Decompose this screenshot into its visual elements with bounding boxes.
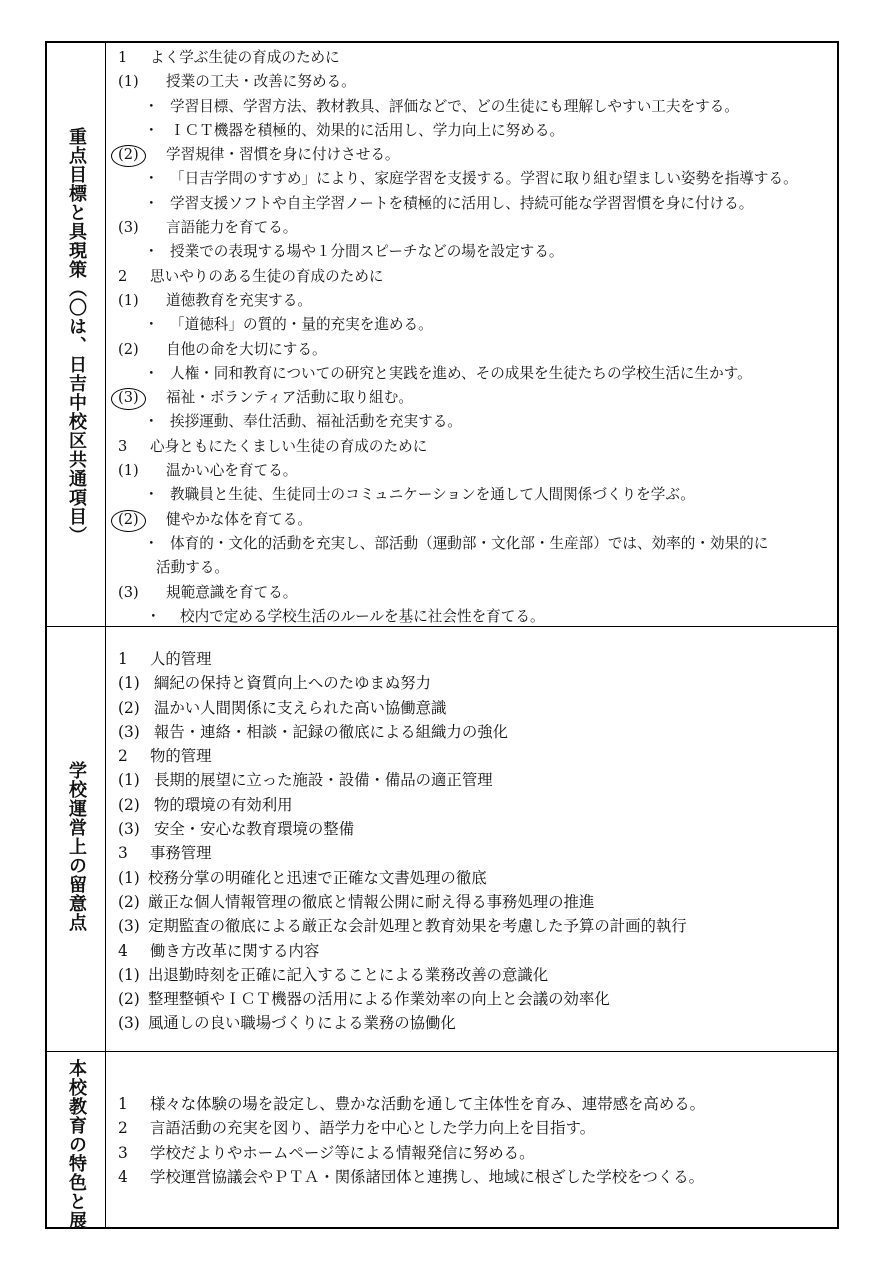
list-item [108, 696, 833, 720]
item-number: 3 [118, 844, 128, 863]
item-number: (1) [118, 965, 140, 984]
item-text: 学校運営協議会やＰＴＡ・関係諸団体と連携し、地域に根ざした学校をつくる。 [150, 1167, 705, 1186]
list-item [108, 192, 833, 216]
list-item [108, 647, 833, 671]
item-number: ・ [144, 316, 159, 334]
item-text: 温かい心を育てる。 [166, 462, 298, 480]
item-text: 校務分掌の明確化と迅速で正確な文書処理の徹底 [148, 868, 487, 887]
list-item [108, 1092, 833, 1116]
list-item [108, 914, 833, 938]
list-item [108, 817, 833, 841]
item-number: (3) [118, 820, 140, 839]
list-item [108, 841, 833, 865]
list-item [108, 866, 833, 890]
item-number: (3) [118, 917, 140, 936]
list-item [108, 459, 833, 483]
item-number: 4 [118, 941, 128, 960]
item-number: (2) [118, 340, 139, 358]
list-item [108, 46, 833, 70]
list-item [108, 435, 833, 459]
section-label: 本校教育の特色と展 [66, 1059, 87, 1230]
item-number: 1 [118, 49, 128, 66]
list-item [108, 216, 833, 240]
item-text: 出退勤時刻を正確に記入することによる業務改善の意識化 [148, 965, 549, 984]
item-number: (3) [118, 722, 140, 741]
item-text: 安全・安心な教育環境の整備 [154, 820, 355, 839]
list-item [108, 265, 833, 289]
item-text: 体育的・文化的活動を充実し、部活動（運動部・文化部・生産部）では、効率的・効果的に [170, 534, 769, 552]
item-text: 福祉・ボランティア活動に取り組む。 [166, 389, 413, 407]
item-number: 2 [118, 1119, 128, 1138]
item-text: 学校だよりやホームページ等による情報発信に努める。 [150, 1143, 535, 1162]
item-text: 校内で定める学校生活のルールを基に社会性を育てる。 [180, 607, 545, 625]
item-text: 整理整頓やＩＣＴ機器の活用による作業効率の向上と会議の効率化 [148, 990, 610, 1009]
list-item [108, 720, 833, 744]
item-text: 健やかな体を育てる。 [166, 510, 312, 528]
item-number: (1) [118, 462, 139, 480]
item-number: (3) [118, 583, 139, 601]
list-item [108, 338, 833, 362]
item-text: 授業の工夫・改善に努める。 [166, 73, 356, 91]
item-text: 思いやりのある生徒の育成のために [150, 267, 384, 285]
item-number: 1 [118, 1095, 128, 1113]
item-text: 定期監査の徹底による厳正な会計処理と教育効果を考慮した予算の計画的執行 [148, 917, 687, 936]
row-divider [47, 1051, 837, 1052]
list-item [108, 939, 833, 963]
list-item [108, 1011, 833, 1035]
item-number: ・ [144, 243, 159, 261]
item-number: (3) [118, 1014, 140, 1033]
item-number: (1) [118, 291, 139, 309]
document-table [45, 41, 839, 1229]
item-number: (1) [118, 674, 140, 693]
item-text: 授業での表現する場や１分間スピーチなどの場を設定する。 [170, 243, 564, 261]
list-item [108, 70, 833, 94]
item-number: (2) [118, 795, 140, 814]
list-item [108, 1116, 833, 1140]
item-text: 厳正な個人情報管理の徹底と情報公開に耐え得る事務処理の推進 [148, 892, 595, 911]
item-number: (1) [118, 868, 140, 887]
item-text: 道徳教育を充実する。 [166, 291, 312, 309]
section-content [108, 46, 833, 629]
item-number: (2) [118, 990, 140, 1009]
item-number: ・ [146, 607, 161, 625]
item-number: ・ [144, 364, 159, 382]
item-text: 学習目標、学習方法、教材教具、評価などで、どの生徒にも理解しやすい工夫をする。 [170, 97, 739, 115]
item-text: ＩＣＴ機器を積極的、効果的に活用し、学力向上に努める。 [170, 121, 565, 139]
list-item [108, 581, 833, 605]
section-label: 学校運営上の留意点 [66, 761, 87, 932]
item-text: 物的環境の有効利用 [154, 795, 293, 814]
item-number: (2) [118, 698, 140, 717]
item-text: 事務管理 [150, 844, 212, 863]
list-item [108, 963, 833, 987]
item-number: ・ [144, 413, 159, 431]
list-item [108, 1141, 833, 1165]
item-text: 綱紀の保持と資質向上へのたゆまぬ努力 [154, 674, 432, 693]
list-item [108, 240, 833, 264]
item-text: 学習規律・習慣を身に付けさせる。 [166, 146, 400, 164]
item-number: 1 [118, 650, 128, 668]
section-content [108, 647, 833, 1036]
item-number: 2 [118, 267, 128, 285]
list-item [108, 313, 833, 337]
item-number: 3 [118, 437, 128, 455]
item-text: 報告・連絡・相談・記録の徹底による組織力の強化 [154, 722, 508, 741]
item-text: よく学ぶ生徒の育成のために [150, 49, 340, 66]
list-item [108, 1165, 833, 1189]
item-text: 教職員と生徒、生徒同士のコミュニケーションを通して人間関係づくりを学ぶ。 [170, 486, 695, 504]
list-item [108, 119, 833, 143]
list-item [108, 890, 833, 914]
circled-item-number: (2) [118, 508, 139, 532]
item-text: 温かい人間関係に支えられた高い協働意識 [154, 698, 447, 717]
item-text: 活動する。 [156, 559, 229, 577]
list-item [108, 483, 833, 507]
circled-item-number: (3) [118, 386, 139, 410]
item-number: (3) [118, 219, 139, 237]
list-item [108, 744, 833, 768]
item-number: 3 [118, 1143, 128, 1162]
column-divider [105, 43, 106, 1227]
list-item [108, 362, 833, 386]
item-number: ・ [144, 194, 159, 212]
item-text: 「道徳科」の質的・量的充実を進める。 [170, 316, 433, 334]
list-item [108, 768, 833, 792]
item-text: 風通しの良い職場づくりによる業務の協働化 [148, 1014, 456, 1033]
section-label: 重点目標と具現策（〇は、日吉中校区共通項目） [66, 127, 87, 545]
list-item [108, 556, 833, 580]
item-text: 自他の命を大切にする。 [166, 340, 327, 358]
item-text: 「日吉学問のすすめ」により、家庭学習を支援する。学習に取り組む望ましい姿勢を指導する。 [170, 170, 798, 188]
list-item [108, 671, 833, 695]
item-number: (2) [118, 892, 140, 911]
list-item [108, 508, 833, 532]
item-number: ・ [144, 97, 159, 115]
list-item [108, 793, 833, 817]
item-number: ・ [144, 121, 159, 139]
item-number: ・ [144, 534, 159, 552]
item-text: 働き方改革に関する内容 [150, 941, 320, 960]
item-text: 長期的展望に立った施設・設備・備品の適正管理 [154, 771, 493, 790]
item-number: ・ [144, 486, 159, 504]
section-content [108, 1092, 833, 1189]
item-text: 挨拶運動、奉仕活動、福祉活動を充実する。 [170, 413, 462, 431]
item-text: 言語能力を育てる。 [166, 219, 298, 237]
item-text: 人的管理 [150, 650, 212, 668]
list-item [108, 987, 833, 1011]
list-item [108, 386, 833, 410]
list-item [108, 95, 833, 119]
item-text: 様々な体験の場を設定し、豊かな活動を通して主体性を育み、連帯感を高める。 [150, 1095, 705, 1113]
item-text: 物的管理 [150, 747, 212, 766]
item-text: 言語活動の充実を図り、語学力を中心とした学力向上を目指す。 [150, 1119, 596, 1138]
list-item [108, 289, 833, 313]
list-item [108, 410, 833, 434]
list-item [108, 143, 833, 167]
item-number: (1) [118, 73, 139, 91]
item-text: 人権・同和教育についての研究と実践を進め、その成果を生徒たちの学校生活に生かす。 [170, 364, 752, 382]
item-number: 2 [118, 747, 128, 766]
item-text: 学習支援ソフトや自主学習ノートを積極的に活用し、持続可能な学習習慣を身に付ける。 [170, 194, 754, 212]
list-item [108, 167, 833, 191]
list-item [108, 532, 833, 556]
item-number: ・ [144, 170, 159, 188]
item-number: (1) [118, 771, 140, 790]
item-text: 心身ともにたくましい生徒の育成のために [150, 437, 428, 455]
item-number: 4 [118, 1167, 128, 1186]
circled-item-number: (2) [118, 143, 139, 167]
item-text: 規範意識を育てる。 [166, 583, 298, 601]
list-item [108, 605, 833, 629]
